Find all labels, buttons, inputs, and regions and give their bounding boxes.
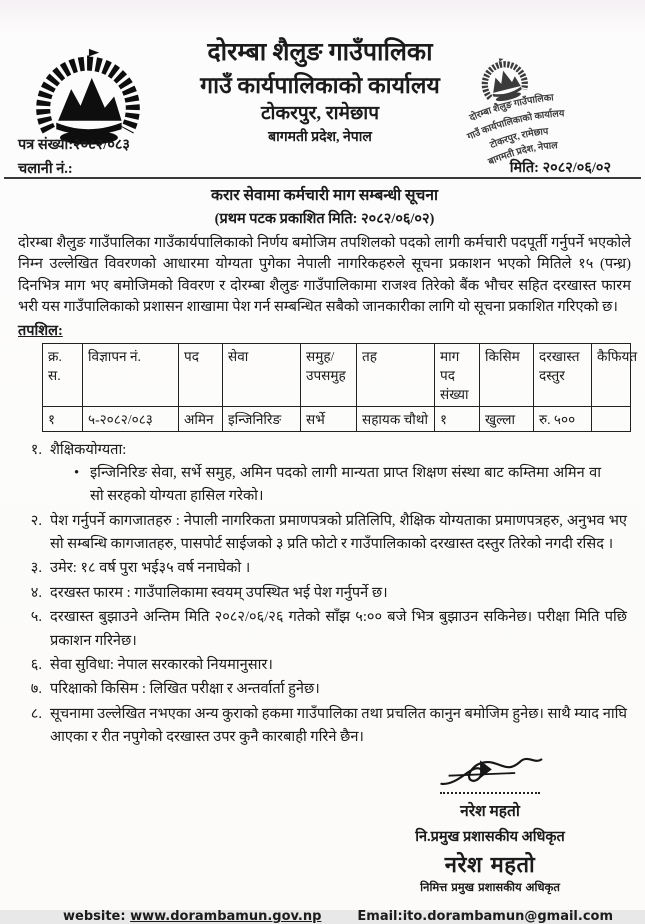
bullet-marker: •: [74, 465, 80, 482]
cell-serial: १: [43, 406, 83, 431]
notice-body: दोरम्बा शैलुङ गाउँपालिका गाउँकार्यपालिकाको निर्णय बमोजिम तपशिलको पदको लागी कर्मचारी पदपूर्ती गर्नुपर्ने भएकोले निम्न उल्लेखित विवरणको आधारमा योग्यता पुगेका नेपाली नागरिकहरुले सूचना प्रकाशन भएको मितिले १५ (पन्ध्र) दिनभित्र माग भए बमोजिमको विवरण र दोरम्बा शैलुङ गाउँपालिकामा राजश्व तिरेको बैंक भौचर सहित दरखास्त फारम भरी यस गाउँपालिकाको प्रशासन शाखामा पेश गर्न सम्बन्धित सबैको जानकारीका लागि यो सूचना प्रकाशित गरिएको छ।: [18, 235, 631, 316]
name-stamp-designation: निमित्त प्रमुख प्रशासकीय अधिकृत: [420, 880, 560, 895]
item-text: परिक्षाको किसिम : लिखित परीक्षा र अन्तर्वार्ता हुनेछ।: [50, 681, 320, 698]
item-number: १.: [30, 441, 42, 458]
item-number: ४.: [30, 584, 42, 601]
signatory-designation: नि.प्रमुख प्रशासकीय अधिकृत: [415, 829, 565, 846]
cell-vacancy-count: १: [435, 406, 480, 431]
cell-fee: रु. ५००: [534, 406, 592, 431]
website-line: [63, 909, 321, 924]
office-name: गाउँ कार्यपालिकाको कार्यालय: [200, 72, 440, 98]
th-service: सेवा: [223, 343, 301, 406]
stamp-line-2: गाउँ कार्यपालिकाको कार्यालय: [466, 109, 565, 143]
notice-content: [18, 183, 638, 924]
list-item-1: [18, 439, 631, 462]
cell-service: इन्जिनिरिङ: [223, 406, 301, 431]
item-text: शैक्षिकयोग्यता:: [50, 441, 127, 458]
item-number: २.: [30, 512, 42, 529]
th-post: पद: [179, 343, 223, 406]
item-text: सेवा सुविधा: नेपाल सरकारको नियमानुसार।: [50, 656, 273, 673]
stamp-line-4: बागमती प्रदेश, नेपाल: [487, 141, 559, 168]
item-number: ६.: [30, 656, 42, 673]
th-fee: दरखास्त दस्तुर: [534, 343, 592, 406]
letter-number: पत्र संख्या:२०८२/०८३: [18, 137, 130, 153]
item-number: ७.: [30, 681, 42, 698]
cell-type: खुल्ला: [480, 406, 534, 431]
signature-block: [365, 755, 615, 895]
item-number: ५.: [30, 609, 42, 626]
signature-dotted-line: [440, 792, 540, 794]
website-url: www.dorambamun.gov.np: [130, 909, 322, 924]
th-group: समुह/ उपसमुह: [301, 343, 357, 406]
list-item-2: [18, 510, 631, 557]
cell-advert-no: ५-२०८२/०८३: [83, 406, 179, 431]
cell-post: अमिन: [179, 406, 223, 431]
item-text: दरखस्त फारम : गाउँपालिकामा स्वयम् उपस्थित भई पेश गर्नुपर्ने छ।: [50, 584, 388, 601]
notice-subtitle: (प्रथम पटक प्रकाशित मिति: २०८२/०६/०२): [214, 211, 435, 227]
office-address: टोकरपुर, रामेछाप: [260, 102, 379, 124]
conditions-list: [18, 439, 631, 749]
stamp-line-3: टोकरपुर, रामेछाप: [488, 127, 549, 152]
email-text: Email:ito.dorambamun@gmail.com: [357, 909, 613, 924]
cell-group: सर्भे: [301, 406, 357, 431]
item-text: सूचनामा उल्लेखित नभएका अन्य कुराको हकमा गाउँपालिका तथा प्रचलित कानुन बमोजिम हुनेछ। साथै म्याद नाघि आएका र रीत नपुगेको दरखास्त उपर कुनै कारबाही गरिने छैन।: [50, 705, 627, 745]
chalani-number: चलानी नं.:: [18, 161, 73, 177]
list-item-5: [18, 606, 631, 653]
item-text: दरखास्त बुझाउने अन्तिम मिति २०८२/०६/२६ गतेको साँझ ५:०० बजे भित्र बुझाउन सकिनेछ। परीक्षा मिति पछि प्रकाशन गरिनेछ।: [50, 609, 627, 649]
table-header-row: [43, 343, 631, 406]
th-serial: क्र. स.: [43, 343, 83, 406]
item-number: ८.: [30, 705, 42, 722]
org-name: दोरम्बा शैलुङ गाउँपालिका: [207, 39, 433, 66]
tapasil-label: तपशिल:: [18, 322, 63, 339]
item-text: पेश गर्नुपर्ने कागजातहरु : नेपाली नागरिकता प्रमाणपत्रको प्रतिलिपि, शैक्षिक योग्यताका प्रमाणपत्रहरु, अनुभव भए सो सम्बन्धि कागजातहरु, पासपोर्ट साईजको ३ प्रति फोटो र गाउँपालिकाको दरखास्त दस्तुर तिरेको नगदी रसिद ।: [50, 512, 627, 553]
list-item-8: [18, 703, 631, 750]
stamp-line-1: दोरम्बा शैलुङ गाउँपालिका: [468, 93, 555, 124]
date-line: मिति: २०८२/०६/०२: [509, 160, 611, 176]
cell-remarks: [592, 406, 631, 431]
th-vacancy-count: माग पद संख्या: [435, 343, 480, 406]
th-type: किसिम: [480, 343, 534, 406]
list-item-1-bullet: [74, 462, 631, 509]
list-item-4: [18, 582, 631, 605]
cell-level: सहायक चौथो: [357, 406, 435, 431]
recruitment-table: [42, 343, 638, 432]
table-row: [43, 406, 631, 431]
list-item-6: [18, 654, 631, 677]
bullet-text: इन्जिनिरिङ सेवा, सर्भे समुह, अमिन पदको लागी मान्यता प्राप्त शिक्षण संस्था बाट कम्तिमा अमिन वा सो सरहको योग्यता हासिल गरेको।: [90, 465, 601, 505]
header-divider: [4, 177, 641, 179]
th-level: तह: [357, 343, 435, 406]
list-item-3: [18, 557, 631, 580]
website-label: website:: [63, 909, 126, 924]
list-item-7: [18, 678, 631, 701]
name-stamp-text: नरेश महतो: [444, 853, 536, 879]
footer-row: [18, 909, 631, 924]
item-text: उमेर: १८ वर्ष पुरा भई३५ वर्ष ननाघेको ।: [50, 560, 251, 577]
th-remarks: कैफियत: [592, 343, 631, 406]
signature-scribble: [430, 755, 550, 791]
item-number: ३.: [30, 560, 42, 577]
signatory-name: नरेश महतो: [460, 803, 520, 821]
th-advert-no: विज्ञापन नं.: [83, 343, 179, 406]
notice-title: करार सेवामा कर्मचारी माग सम्बन्धी सूचना: [211, 187, 438, 204]
province-line: बागमती प्रदेश, नेपाल: [268, 130, 372, 146]
